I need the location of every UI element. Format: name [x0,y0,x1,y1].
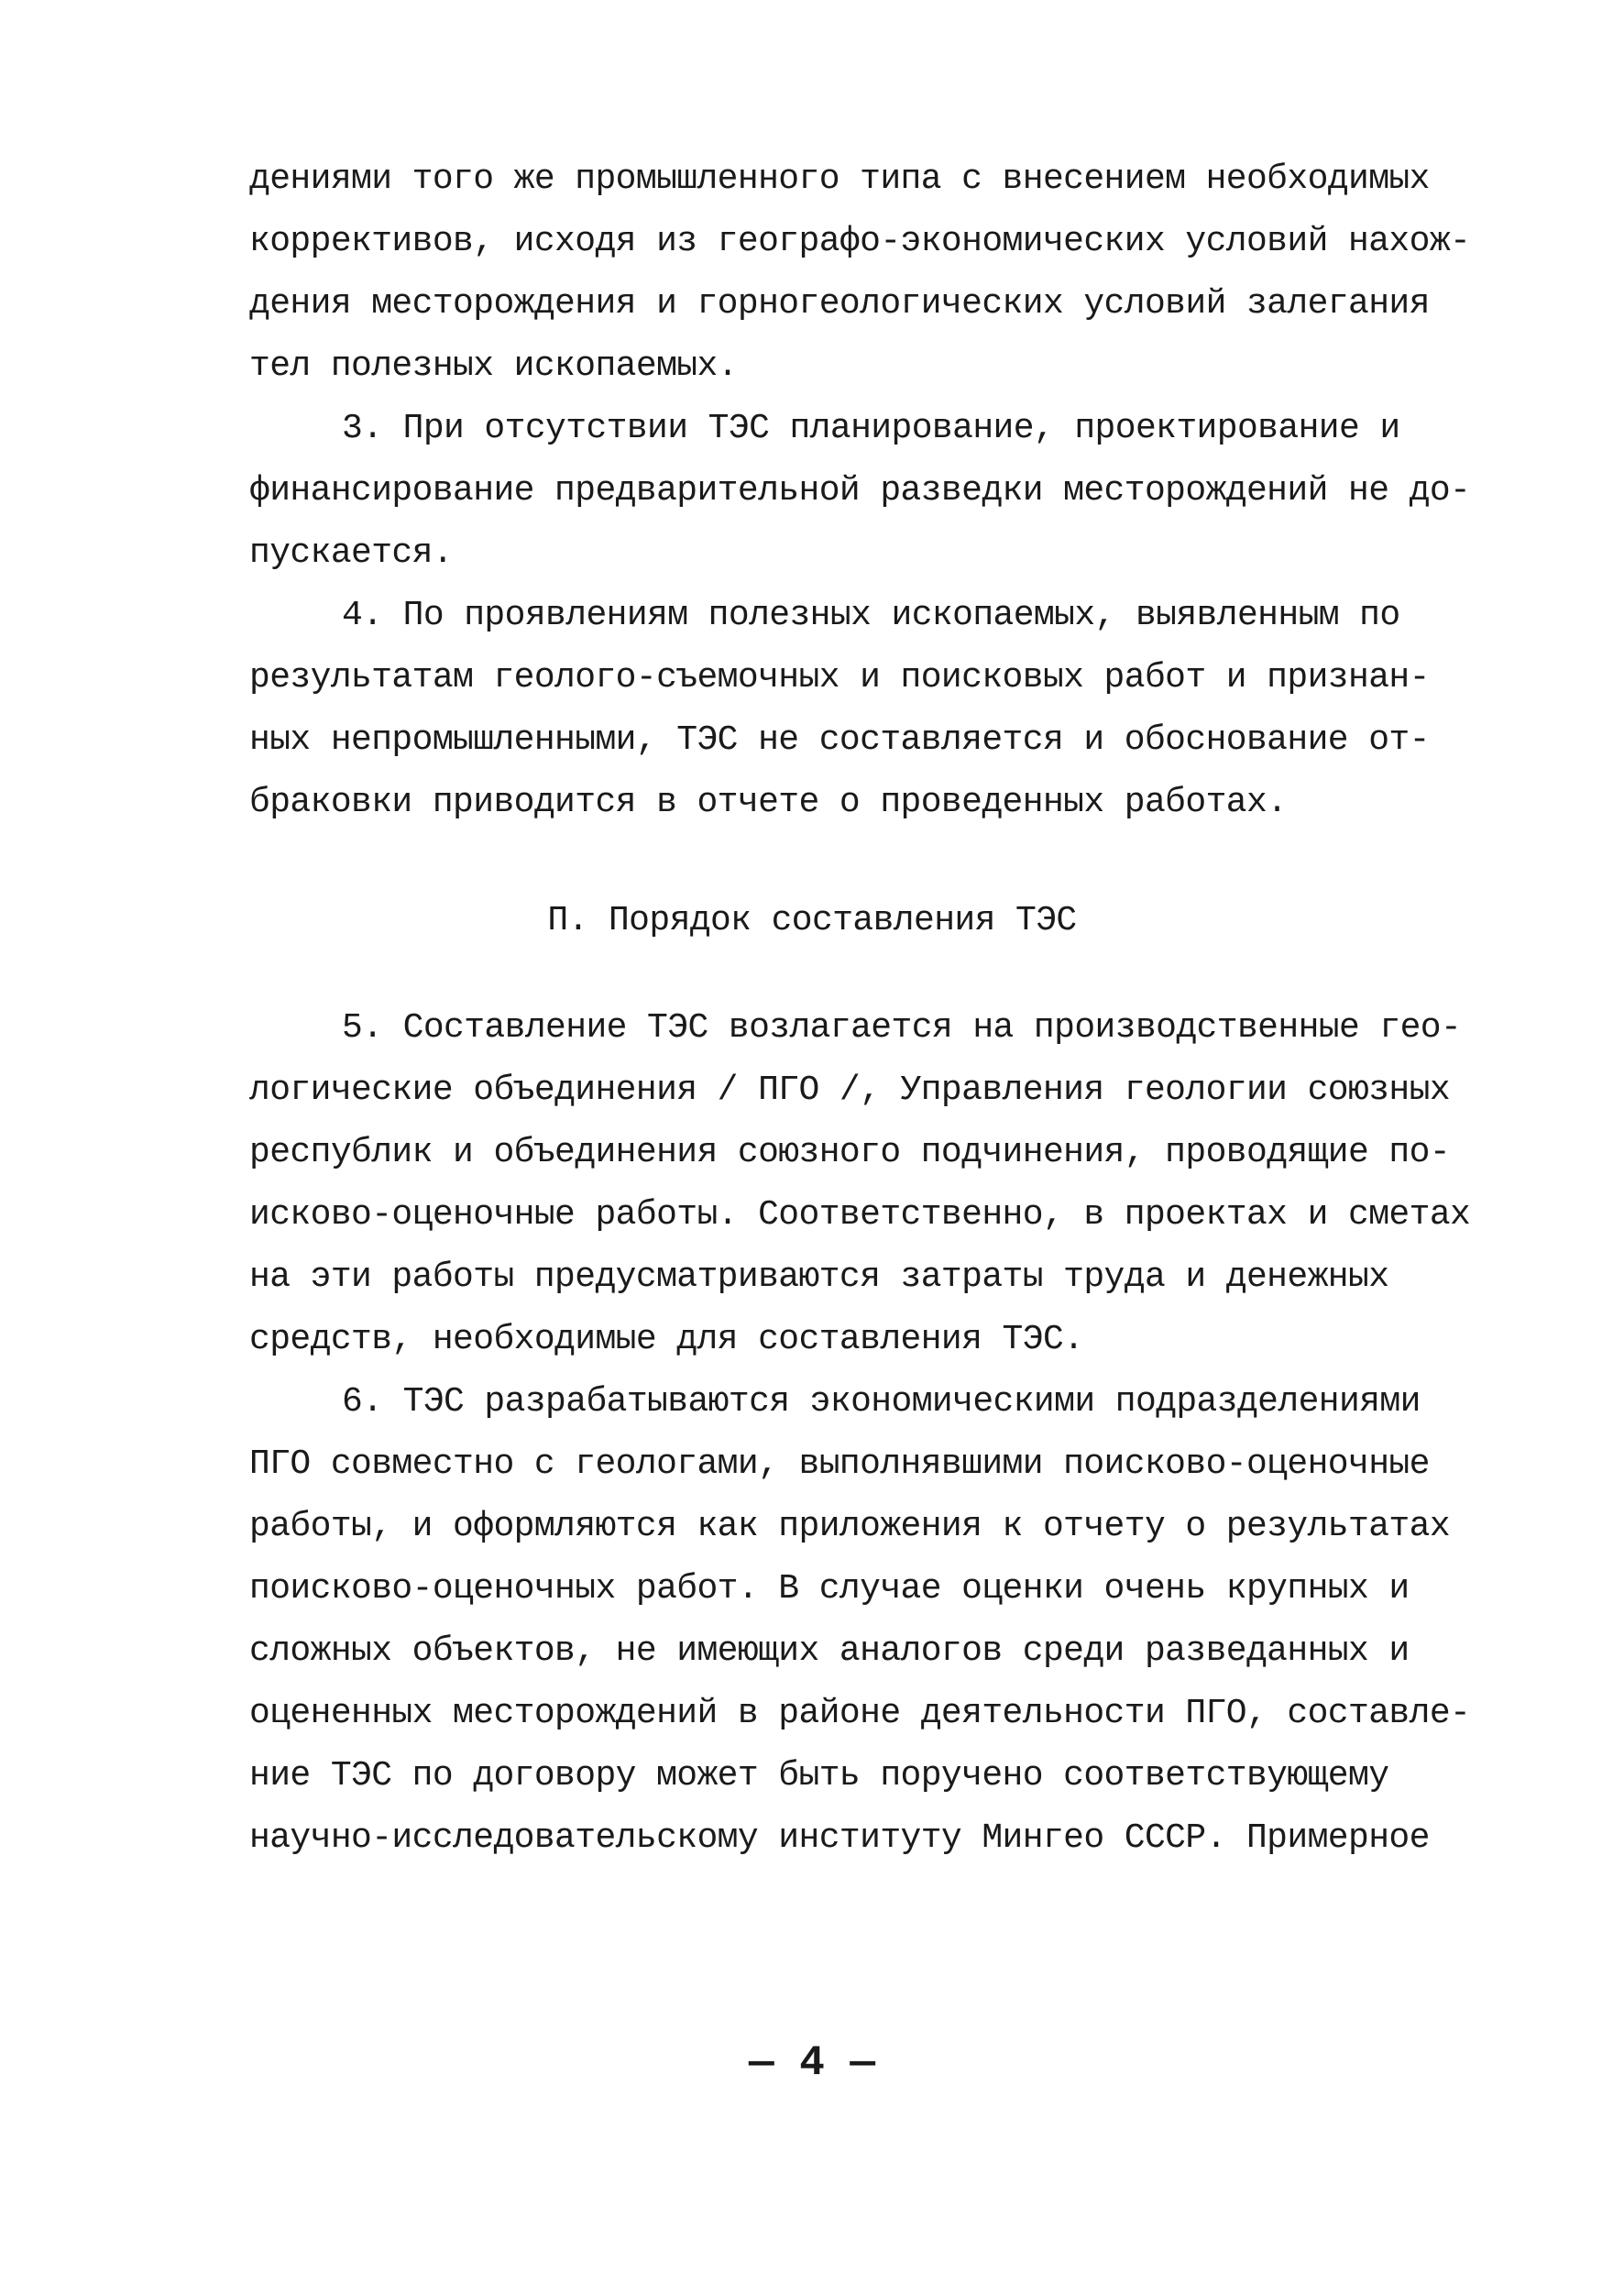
item-3-first-line: 3. При отсутствии ТЭС планирование, проектирование и [342,409,1400,448]
text-line: результатам геолого-съемочных и поисковых работ и признан- [249,658,1430,697]
item-5-first-line: 5. Составление ТЭС возлагается на производственные гео- [342,1008,1462,1048]
text-line: ных непромышленными, ТЭС не составляется и обоснование от- [249,720,1430,760]
text-line: дениями того же промышленного типа с внесением необходимых [249,159,1430,199]
text-line: сложных объектов, не имеющих аналогов среди разведанных и [249,1631,1410,1671]
text-line: ние ТЭС по договору может быть поручено соответствующему [249,1756,1389,1795]
text-line: браковки приводится в отчете о проведенных работах. [249,783,1288,822]
text-line: оцененных месторождений в районе деятельности ПГО, составле- [249,1694,1471,1733]
text-line: республик и объединения союзного подчинения, проводящие по- [249,1133,1451,1172]
item-4-first-line: 4. По проявлениям полезных ископаемых, выявленным по [342,596,1400,635]
text-line: финансирование предварительной разведки месторождений не до- [249,471,1471,511]
text-line: исково-оценочные работы. Соответственно, в проектах и сметах [249,1195,1471,1235]
text-line: ПГО совместно с геологами, выполнявшими поисково-оценочные [249,1444,1430,1484]
text-line: поисково-оценочных работ. В случае оценки очень крупных и [249,1569,1410,1609]
text-line: тел полезных ископаемых. [249,346,738,386]
text-line: средств, необходимые для составления ТЭС. [249,1320,1084,1359]
text-line: работы, и оформляются как приложения к отчету о результатах [249,1507,1451,1546]
text-line: логические объединения / ПГО /, Управления геологии союзных [249,1071,1451,1110]
text-line: дения месторождения и горногеологических условий залегания [249,284,1430,324]
text-line: пускается. [249,533,454,573]
section-heading: П. Порядок составления ТЭС [547,901,1077,940]
page-number: — 4 — [748,2039,876,2087]
text-line: на эти работы предусматриваются затраты труда и денежных [249,1257,1389,1297]
text-line: научно-исследовательскому институту Мингео СССР. Примерное [249,1818,1430,1858]
item-6-first-line: 6. ТЭС разрабатываются экономическими подразделениями [342,1382,1421,1422]
text-line: коррективов, исходя из географо-экономических условий нахож- [249,222,1471,261]
